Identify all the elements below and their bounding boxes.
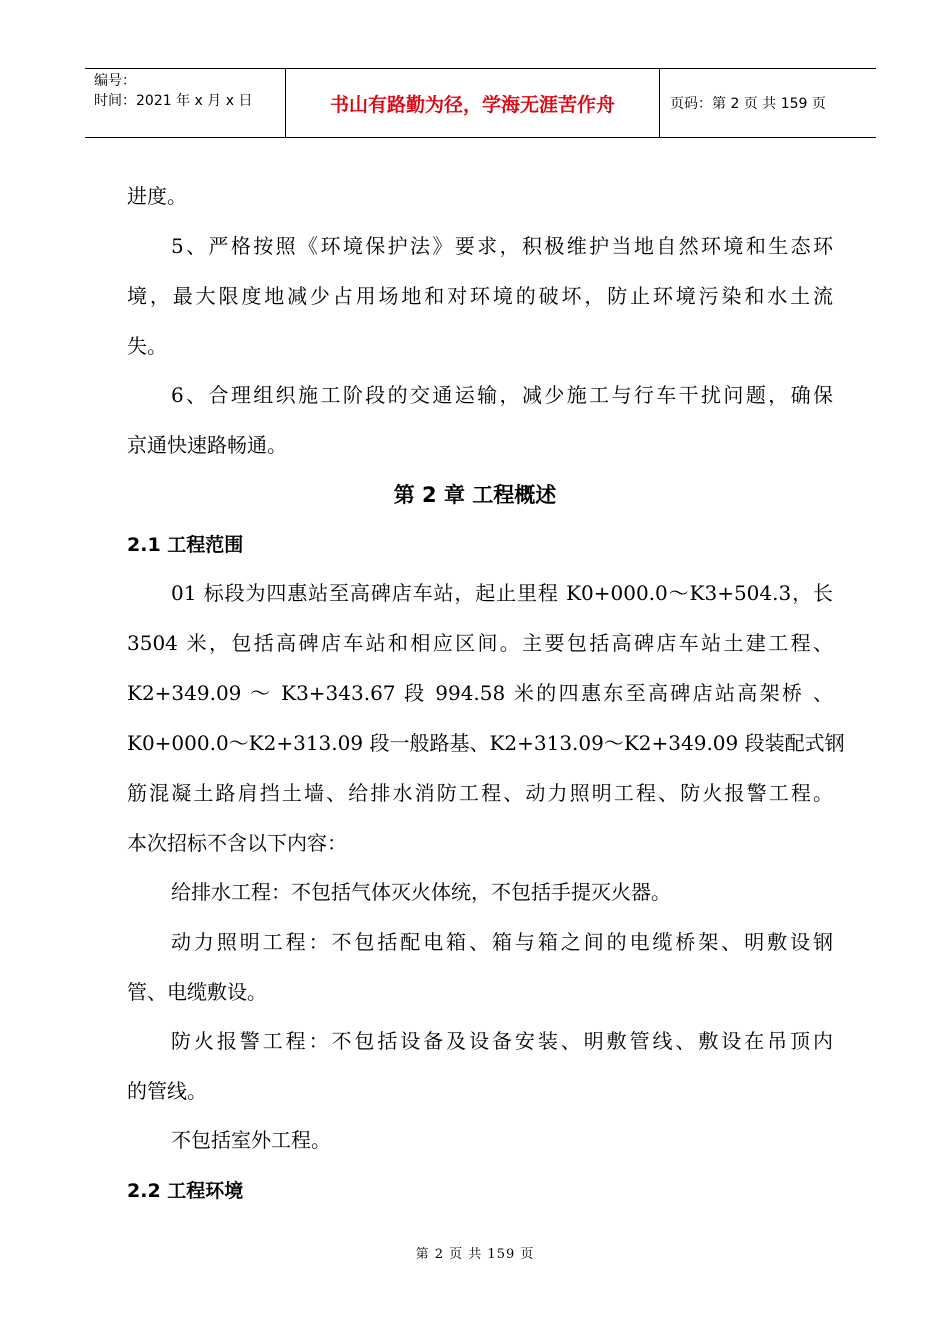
section-heading: 2.1 工程范围 bbox=[127, 534, 244, 556]
paragraph-line: 境，最大限度地减少占用场地和对环境的破坏，防止环境污染和水土流 bbox=[127, 284, 833, 308]
paragraph-line: 动力照明工程：不包括配电箱、箱与箱之间的电缆桥架、明敷设钢 bbox=[171, 930, 833, 954]
page-footer: 第 2 页 共 159 页 bbox=[415, 1247, 535, 1262]
page-header bbox=[85, 68, 876, 138]
paragraph-line: 的管线。 bbox=[127, 1079, 207, 1103]
chapter-title: 第 2 章 工程概述 bbox=[393, 483, 557, 507]
paragraph-line: 不包括室外工程。 bbox=[171, 1128, 331, 1152]
header-meta-cell bbox=[85, 69, 285, 137]
section-heading: 2.2 工程环境 bbox=[127, 1180, 244, 1202]
paragraph-line: 筋混凝土路肩挡土墙、给排水消防工程、动力照明工程、防火报警工程。 bbox=[127, 781, 833, 805]
paragraph-line: 管、电缆敷设。 bbox=[127, 980, 267, 1004]
paragraph-line: 5、严格按照《环境保护法》要求，积极维护当地自然环境和生态环 bbox=[171, 234, 833, 258]
document-date-label: 时间：2021 年 x 月 x 日 bbox=[94, 93, 253, 109]
paragraph-line: 失。 bbox=[127, 334, 167, 358]
paragraph-line: 防火报警工程：不包括设备及设备安装、明敷管线、敷设在吊顶内 bbox=[171, 1029, 833, 1053]
paragraph-line: 京通快速路畅通。 bbox=[127, 433, 287, 457]
paragraph-line: 进度。 bbox=[127, 184, 187, 208]
paragraph-line: 6、合理组织施工阶段的交通运输，减少施工与行车干扰问题，确保 bbox=[171, 383, 833, 407]
header-motto: 书山有路勤为径，学海无涯苦作舟 bbox=[329, 93, 615, 116]
paragraph-line: 01 标段为四惠站至高碑店车站，起止里程 K0+000.0～K3+504.3，长 bbox=[171, 581, 833, 605]
paragraph-line: 本次招标不含以下内容： bbox=[127, 831, 347, 855]
document-number-label: 编号： bbox=[94, 73, 136, 89]
paragraph-line: 给排水工程：不包括气体灭火体统，不包括手提灭火器。 bbox=[171, 880, 671, 904]
header-page-info: 页码：第 2 页 共 159 页 bbox=[670, 96, 826, 112]
paragraph-line: K2+349.09 ～ K3+343.67 段 994.58 米的四惠东至高碑店站高架桥 、 bbox=[127, 681, 833, 705]
paragraph-line: K0+000.0～K2+313.09 段一般路基、K2+313.09～K2+349.09 段装配式钢 bbox=[127, 731, 845, 755]
paragraph-line: 3504 米，包括高碑店车站和相应区间。主要包括高碑店车站土建工程、 bbox=[127, 631, 833, 655]
